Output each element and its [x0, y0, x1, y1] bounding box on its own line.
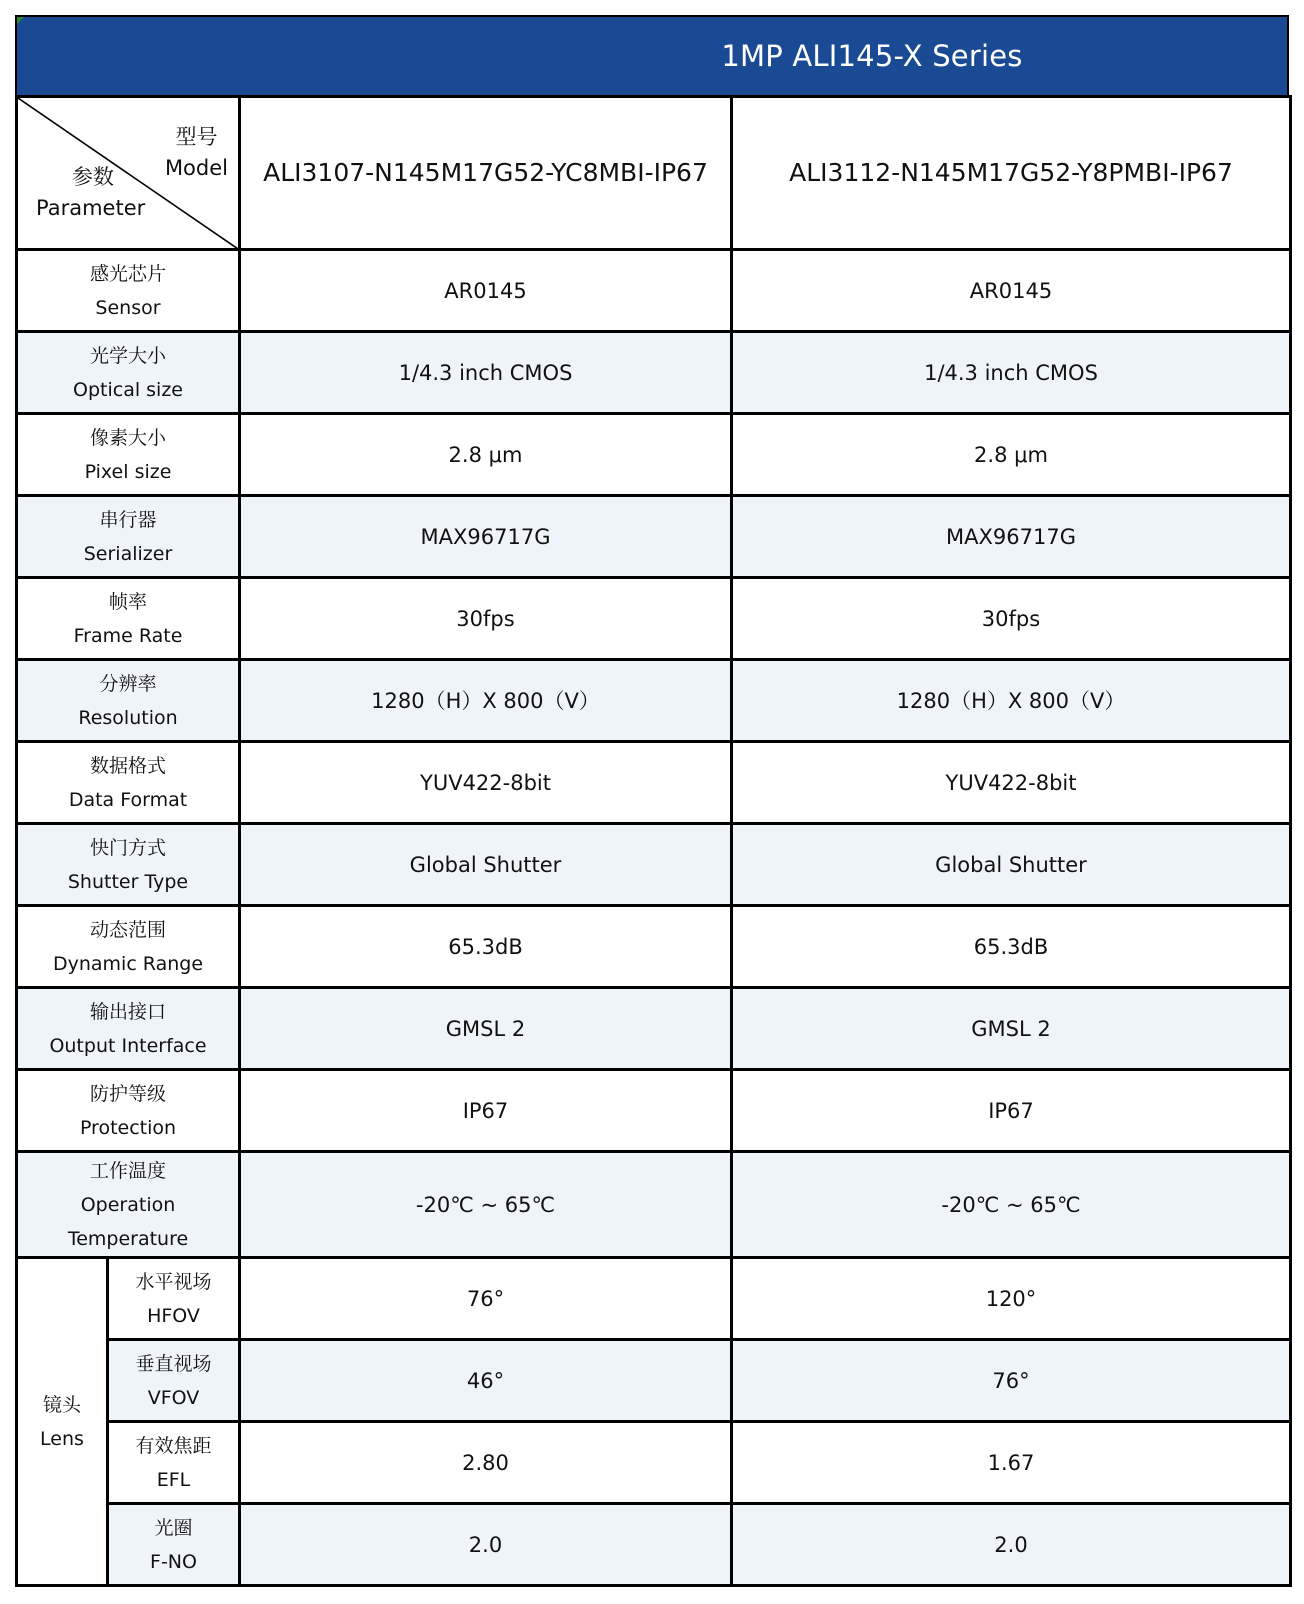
row-label [108, 1422, 240, 1504]
row-label [17, 1152, 240, 1258]
value-cell: YUV422-8bit [240, 742, 732, 824]
value-cell: 2.8 μm [240, 414, 732, 496]
value-cell: 120° [732, 1258, 1291, 1340]
row-label [17, 496, 240, 578]
row-label [17, 1070, 240, 1152]
label-en: Sensor [95, 296, 161, 319]
label-en: F-NO [150, 1550, 197, 1573]
label-en: VFOV [147, 1386, 200, 1409]
row-label [17, 988, 240, 1070]
lens-label-en: Lens [40, 1427, 84, 1450]
value-cell: 1/4.3 inch CMOS [732, 332, 1291, 414]
value-cell: Global Shutter [240, 824, 732, 906]
label-zh: 串行器 [99, 508, 157, 531]
value-cell: -20℃ ~ 65℃ [240, 1152, 732, 1258]
value-cell: 76° [732, 1340, 1291, 1422]
value-cell: 65.3dB [240, 906, 732, 988]
row-label [108, 1340, 240, 1422]
row-label [17, 824, 240, 906]
label-zh: 分辨率 [99, 672, 157, 695]
model-label [165, 122, 228, 184]
header-row [17, 97, 1291, 250]
label-zh: 像素大小 [89, 426, 166, 449]
label-en-2: Temperature [67, 1227, 189, 1250]
label-en: Data Format [68, 788, 188, 811]
lens-label-zh: 镜头 [42, 1393, 81, 1416]
label-zh: 数据格式 [89, 754, 166, 777]
table-row [17, 1070, 1291, 1152]
label-zh: 光学大小 [89, 344, 166, 367]
value-cell: MAX96717G [732, 496, 1291, 578]
label-en: Frame Rate [73, 624, 183, 647]
parameter-label-zh: 参数 [72, 165, 114, 189]
page-title: 1MP ALI145-X Series [721, 39, 1023, 73]
value-cell: GMSL 2 [732, 988, 1291, 1070]
value-cell: 30fps [732, 578, 1291, 660]
label-zh: 帧率 [108, 590, 147, 613]
table-row [17, 578, 1291, 660]
value-cell: 1280（H）X 800（V） [240, 660, 732, 742]
value-cell: 1.67 [732, 1422, 1291, 1504]
table-row [17, 1340, 1291, 1422]
label-zh: 水平视场 [135, 1270, 212, 1293]
value-cell: 76° [240, 1258, 732, 1340]
table-row [17, 1504, 1291, 1586]
row-label [17, 332, 240, 414]
label-en: Serializer [83, 542, 173, 565]
label-en: Operation [80, 1193, 176, 1216]
row-label [17, 660, 240, 742]
label-zh: 输出接口 [89, 1000, 166, 1023]
value-cell: IP67 [732, 1070, 1291, 1152]
value-cell: 2.0 [240, 1504, 732, 1586]
value-cell: 2.0 [732, 1504, 1291, 1586]
value-cell: 2.8 μm [732, 414, 1291, 496]
label-en: HFOV [147, 1304, 200, 1327]
label-zh: 垂直视场 [135, 1352, 212, 1375]
value-cell: 46° [240, 1340, 732, 1422]
label-en: Pixel size [84, 460, 172, 483]
model-label-zh: 型号 [175, 125, 218, 149]
label-en: Resolution [78, 706, 178, 729]
value-cell: -20℃ ~ 65℃ [732, 1152, 1291, 1258]
row-label [17, 742, 240, 824]
value-cell: 65.3dB [732, 906, 1291, 988]
row-label [108, 1258, 240, 1340]
title-bar [15, 15, 1289, 95]
value-cell: YUV422-8bit [732, 742, 1291, 824]
label-zh: 光圈 [154, 1516, 193, 1539]
row-label [17, 414, 240, 496]
lens-group-label [17, 1258, 108, 1586]
value-cell: 1280（H）X 800（V） [732, 660, 1291, 742]
label-en: Dynamic Range [52, 952, 204, 975]
label-en: Protection [79, 1116, 177, 1139]
table-row [17, 250, 1291, 332]
table-row [17, 414, 1291, 496]
parameter-label [36, 162, 145, 224]
value-cell: MAX96717G [240, 496, 732, 578]
spec-table [15, 95, 1292, 1587]
table-row [17, 742, 1291, 824]
table-row [17, 660, 1291, 742]
row-label [17, 578, 240, 660]
row-label [17, 250, 240, 332]
label-zh: 快门方式 [89, 836, 166, 859]
model-label-en: Model [164, 156, 228, 180]
value-cell: GMSL 2 [240, 988, 732, 1070]
value-cell: 2.80 [240, 1422, 732, 1504]
table-row [17, 496, 1291, 578]
value-cell: IP67 [240, 1070, 732, 1152]
label-en: Shutter Type [67, 870, 189, 893]
value-cell: 30fps [240, 578, 732, 660]
row-label [108, 1504, 240, 1586]
table-row [17, 1422, 1291, 1504]
table-row [17, 332, 1291, 414]
label-en: EFL [156, 1468, 191, 1491]
value-cell: Global Shutter [732, 824, 1291, 906]
corner-cell [17, 97, 240, 250]
value-cell: AR0145 [732, 250, 1291, 332]
value-cell: 1/4.3 inch CMOS [240, 332, 732, 414]
value-cell: AR0145 [240, 250, 732, 332]
parameter-label-en: Parameter [36, 196, 146, 220]
table-row [17, 906, 1291, 988]
table-row [17, 824, 1291, 906]
model-name-2: ALI3112-N145M17G52-Y8PMBI-IP67 [732, 97, 1291, 250]
label-zh: 有效焦距 [135, 1434, 212, 1457]
table-row [17, 1258, 1291, 1340]
label-zh: 感光芯片 [89, 262, 166, 285]
label-zh: 工作温度 [89, 1159, 166, 1182]
table-row [17, 1152, 1291, 1258]
label-zh: 动态范围 [89, 918, 166, 941]
label-en: Optical size [73, 378, 183, 401]
label-en: Output Interface [49, 1034, 207, 1057]
model-name-1: ALI3107-N145M17G52-YC8MBI-IP67 [240, 97, 732, 250]
row-label [17, 906, 240, 988]
table-row [17, 988, 1291, 1070]
corner-marker [17, 17, 24, 24]
spec-sheet [15, 15, 1289, 1587]
label-zh: 防护等级 [89, 1082, 166, 1105]
